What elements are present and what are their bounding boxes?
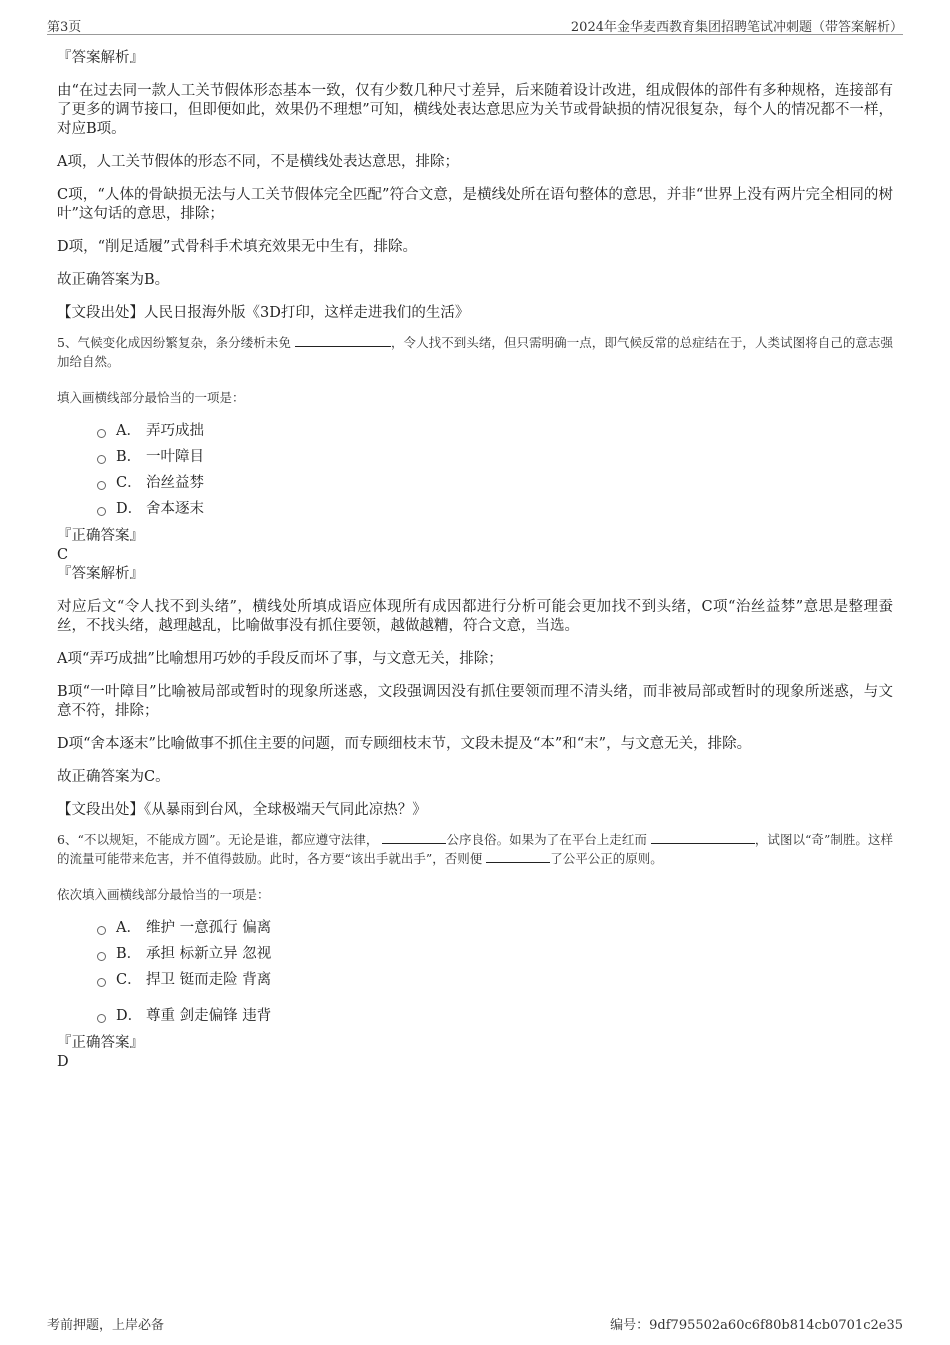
option-letter: B． bbox=[116, 449, 142, 465]
option-letter: D． bbox=[116, 1008, 143, 1024]
q4-analysis-label: 『答案解析』 bbox=[57, 50, 144, 66]
q5-analysis-p1: 对应后文“令人找不到头绪”，横线处所填成语应体现所有成因都进行分析可能会更加找不到头绪，C项“治丝益棼”意思是整理蚕丝，不找头绪，越理越乱，比喻做事没有抓住要领，越做越糟，符合文意，当选。 bbox=[57, 599, 893, 634]
radio-icon[interactable] bbox=[97, 1014, 106, 1023]
q5-answer-label: 『正确答案』 bbox=[57, 528, 144, 544]
q5-answer: C bbox=[57, 547, 69, 563]
radio-icon[interactable] bbox=[97, 926, 106, 935]
radio-icon[interactable] bbox=[97, 952, 106, 961]
option-text: 治丝益棼 bbox=[146, 475, 204, 491]
page-footer bbox=[47, 1312, 903, 1332]
document-title: 2024年金华麦西教育集团招聘笔试冲刺题（带答案解析） bbox=[570, 20, 903, 35]
option-letter: A． bbox=[116, 920, 141, 936]
page-number: 第3页 bbox=[47, 20, 82, 35]
q6-stem bbox=[57, 830, 893, 868]
q5-option-d[interactable] bbox=[97, 499, 893, 519]
q5-analysis-p5: 故正确答案为C。 bbox=[57, 769, 170, 785]
q6-blank-1 bbox=[382, 830, 446, 844]
option-letter: C． bbox=[116, 972, 142, 988]
q5-options bbox=[57, 421, 893, 519]
q6-answer-label: 『正确答案』 bbox=[57, 1035, 144, 1051]
radio-icon[interactable] bbox=[97, 481, 106, 490]
q6-blank-3 bbox=[486, 849, 550, 863]
q6-stem-part-c: ，试图以“奇”制胜。这样的流量可能带来危害，并不值得鼓励。此时，各方要“该出手就出手”，否则便 bbox=[57, 832, 893, 866]
q5-stem bbox=[57, 333, 893, 371]
q6-option-a[interactable] bbox=[97, 918, 893, 938]
q5-option-a[interactable] bbox=[97, 421, 893, 441]
q5-stem-part-a: 5、气候变化成因纷繁复杂，条分缕析未免 bbox=[57, 335, 291, 350]
q4-analysis-p3: C项，“人体的骨缺损无法与人工关节假体完全匹配”符合文意，是横线处所在语句整体的意思，并非“世界上没有两片完全相同的树叶”这句话的意思，排除； bbox=[57, 187, 893, 222]
radio-icon[interactable] bbox=[97, 455, 106, 464]
q5-source: 【文段出处】《从暴雨到台风，全球极端天气同此凉热？》 bbox=[57, 802, 427, 818]
option-letter: D． bbox=[116, 501, 143, 517]
q5-stem-part-b: ，令人找不到头绪，但只需明确一点，即气候反常的总症结在于，人类试图将自己的意志强加给自然。 bbox=[57, 335, 893, 369]
option-text: 一叶障目 bbox=[146, 449, 204, 465]
q6-stem-part-b: 公序良俗。如果为了在平台上走红而 bbox=[446, 832, 647, 847]
q6-answer: D bbox=[57, 1054, 69, 1070]
option-text: 捍卫 铤而走险 背离 bbox=[146, 972, 272, 988]
q5-analysis-p3: B项“一叶障目”比喻被局部或暂时的现象所迷惑，文段强调因没有抓住要领而理不清头绪，而非被局部或暂时的现象所迷惑，与文意不符，排除； bbox=[57, 684, 893, 719]
q4-analysis-p4: D项，“削足适履”式骨科手术填充效果无中生有，排除。 bbox=[57, 239, 417, 255]
q6-options bbox=[57, 918, 893, 1026]
q5-option-b[interactable] bbox=[97, 447, 893, 467]
q5-analysis-label: 『答案解析』 bbox=[57, 566, 144, 582]
option-text: 维护 一意孤行 偏离 bbox=[146, 920, 272, 936]
q4-analysis-p2: A项，人工关节假体的形态不同，不是横线处表达意思，排除； bbox=[57, 154, 459, 170]
page-header bbox=[47, 14, 903, 35]
q6-option-d[interactable] bbox=[97, 1006, 893, 1026]
q6-option-b[interactable] bbox=[97, 944, 893, 964]
q4-analysis-p5: 故正确答案为B。 bbox=[57, 272, 170, 288]
q4-source: 【文段出处】人民日报海外版《3D打印，这样走进我们的生活》 bbox=[57, 305, 470, 321]
option-letter: B． bbox=[116, 946, 142, 962]
radio-icon[interactable] bbox=[97, 429, 106, 438]
footer-slogan: 考前押题，上岸必备 bbox=[47, 1318, 165, 1333]
q6-stem-part-a: 6、“不以规矩，不能成方圆”。无论是谁，都应遵守法律， bbox=[57, 832, 379, 847]
q6-option-c[interactable] bbox=[97, 970, 893, 990]
radio-icon[interactable] bbox=[97, 507, 106, 516]
option-text: 尊重 剑走偏锋 违背 bbox=[146, 1008, 272, 1024]
q5-option-c[interactable] bbox=[97, 473, 893, 493]
option-text: 弄巧成拙 bbox=[146, 423, 204, 439]
page-content bbox=[57, 46, 893, 1071]
q6-stem-part-d: 了公平公正的原则。 bbox=[550, 851, 663, 866]
q5-analysis-p4: D项“舍本逐末”比喻做事不抓住主要的问题，而专顾细枝末节，文段未提及“本”和“末”，与文意无关，排除。 bbox=[57, 736, 752, 752]
q6-blank-2 bbox=[651, 830, 755, 844]
q5-blank bbox=[295, 333, 391, 347]
radio-icon[interactable] bbox=[97, 978, 106, 987]
option-text: 舍本逐末 bbox=[146, 501, 204, 517]
q6-prompt: 依次填入画横线部分最恰当的一项是： bbox=[57, 887, 270, 902]
q5-analysis-p2: A项“弄巧成拙”比喻想用巧妙的手段反而坏了事，与文意无关，排除； bbox=[57, 651, 503, 667]
q5-prompt: 填入画横线部分最恰当的一项是： bbox=[57, 390, 245, 405]
q4-analysis-p1: 由“在过去同一款人工关节假体形态基本一致，仅有少数几种尺寸差异，后来随着设计改进，组成假体的部件有多种规格，连接部有了更多的调节接口，但即便如此，效果仍不理想”可知，横线处表达意思应为关节或骨缺损的情况很复杂，每个人的情况都不一样，对应B项。 bbox=[57, 83, 893, 137]
option-letter: C． bbox=[116, 475, 142, 491]
option-letter: A． bbox=[116, 423, 141, 439]
document-code: 编号：9df795502a60c6f80b814cb0701c2e35 bbox=[610, 1318, 903, 1333]
option-text: 承担 标新立异 忽视 bbox=[146, 946, 272, 962]
